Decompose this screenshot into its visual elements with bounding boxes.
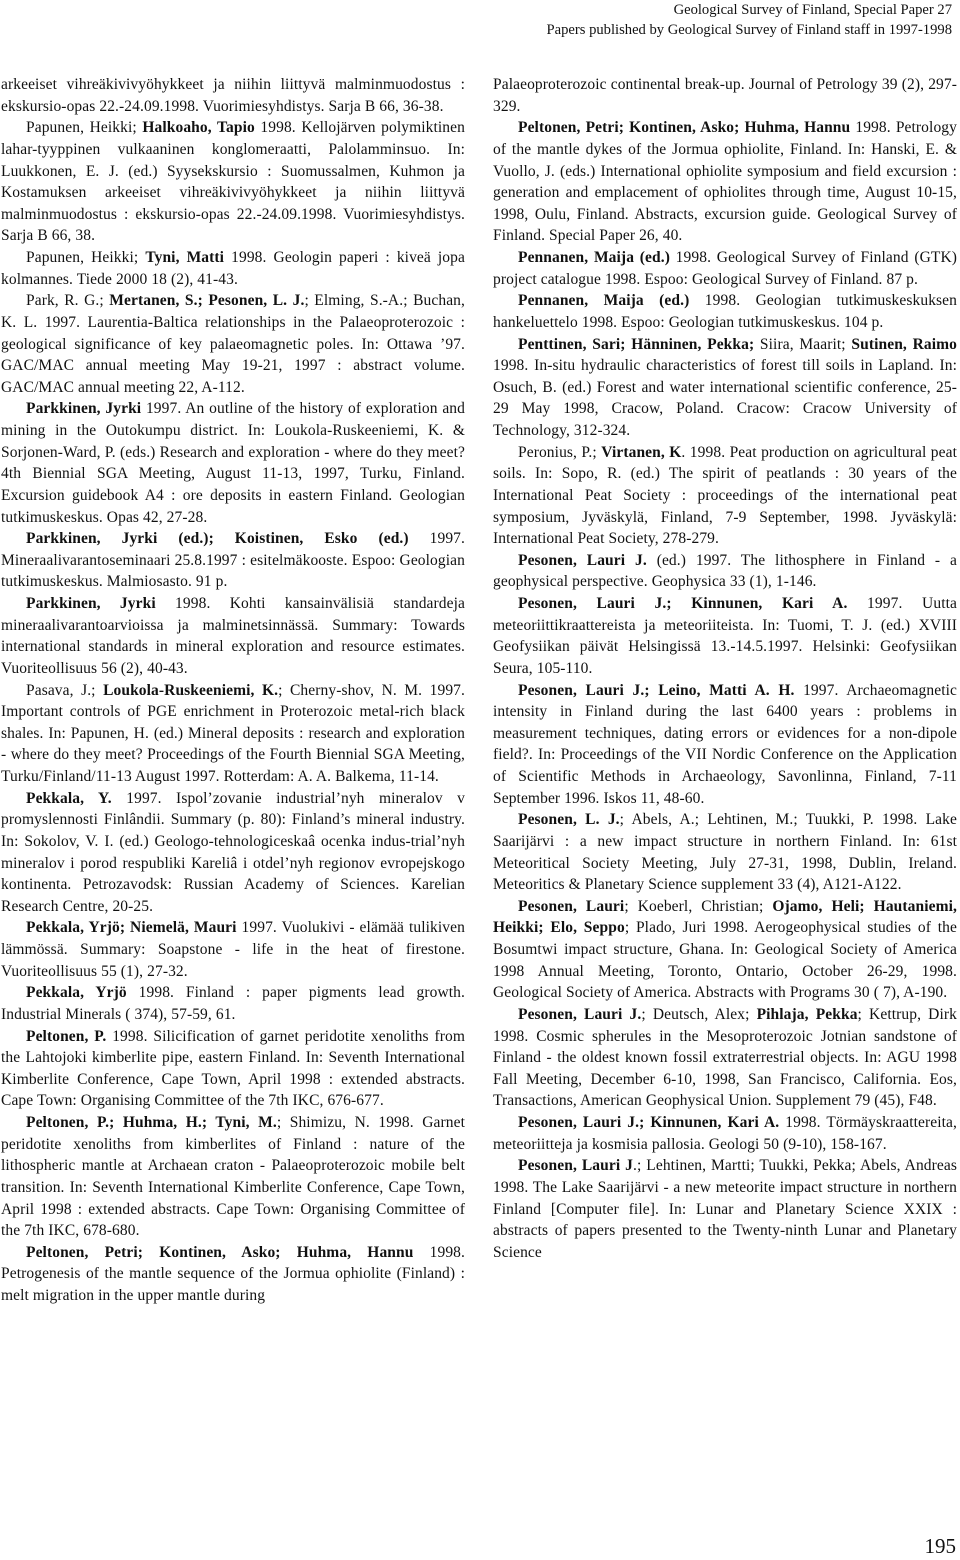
reference-entry bbox=[1, 247, 465, 290]
reference-author-bold: Pesonen, Lauri J. bbox=[518, 1005, 642, 1023]
reference-author-bold: Parkkinen, Jyrki (ed.); Koistinen, Esko (ed.) bbox=[26, 530, 409, 548]
reference-text: ; Shimizu, N. 1998. Garnet peridotite xenoliths from kimberlites of Finland : nature of the lithospheric mantle at Archaean craton - Palaeoproterozoic mobile belt transition. In: Seventh International Kimberlite Conference, Cape Town, April 1998 : extended abstracts. Cape Town: Organising Committee of the 7th IKC, 678-680. bbox=[1, 1114, 465, 1240]
left-column bbox=[1, 74, 465, 1307]
reference-author-bold: Pihlaja, Pekka bbox=[756, 1005, 858, 1023]
reference-author-bold: Peltonen, Petri; Kontinen, Asko; Huhma, Hannu bbox=[26, 1243, 414, 1261]
reference-entry bbox=[1, 593, 465, 680]
reference-entry bbox=[1, 290, 465, 398]
reference-text: ; Cherny-shov, N. M. 1997. Important controls of PGE enrichment in Proterozoic metal-rich black shales. In: Papunen, H. (ed.) Mineral deposits : research and exploration - where do they meet? Proceedings of the Fourth Biennial SGA Meeting, Turku/Finland/11-13 August 1997. Rotterdam: A. A. Balkema, 11-14. bbox=[1, 681, 465, 785]
reference-text: Peronius, P.; bbox=[518, 443, 602, 461]
reference-text: 1997. Vuolukivi - elämää tulikiven lämmössä. Summary: Soapstone - life in the heat of firestone. Vuoriteollisuus 55 (1), 27-32. bbox=[1, 919, 465, 980]
page-number: 195 bbox=[924, 1534, 956, 1558]
reference-entry bbox=[493, 117, 957, 247]
reference-entry bbox=[493, 290, 957, 333]
reference-entry bbox=[493, 680, 957, 810]
reference-entry bbox=[1, 398, 465, 528]
reference-author-bold: Pesonen, Lauri J.; Kinnunen, Kari A. bbox=[518, 1114, 780, 1131]
reference-text: arkeeiset vihreäkivivyöhykkeet ja niihin liittyvä malminmuodostus : ekskursio-opas 22.-24.09.1998. Vuorimiesyhdistys. Sarja B 66, 36-38. bbox=[1, 76, 465, 115]
reference-entry bbox=[1, 982, 465, 1025]
reference-author-bold: Pesonen, Lauri J bbox=[518, 1157, 633, 1175]
reference-author-bold: Pesonen, L. J. bbox=[518, 811, 620, 829]
reference-author-bold: Peltonen, Petri; Kontinen, Asko; Huhma, Hannu bbox=[518, 119, 851, 137]
reference-author-bold: Pennanen, Maija (ed.) bbox=[518, 292, 690, 310]
reference-author-bold: Mertanen, S.; Pesonen, L. J. bbox=[109, 292, 305, 310]
reference-text: 1997. An outline of the history of exploration and mining in the Outokumpu district. In: Loukola-Ruskeeniemi, K. & Sorjonen-Ward, P. (eds.) Research and exploration - where do they meet? 4th Biennial SGA Meeting, August 11-13, 1997, Turku, Finland. Excursion guidebook A4 : ore deposits in eastern Finland. Geologian tutkimuskeskus. Opas 42, 27-28. bbox=[1, 400, 465, 526]
reference-text: 1998. Geologin paperi : kiveä jopa kolmannes. Tiede 2000 18 (2), 41-43. bbox=[1, 249, 465, 288]
reference-text: ; Plado, Juri 1998. Aerogeophysical studies of the Bosumtwi impact structure, Ghana. In: Geological Society of America 1998 Annual Meeting, Toronto, Ontario, October 26-29, 1998. Geological Society of America. Abstracts with Programs 30 ( 7), A-190. bbox=[493, 919, 958, 1002]
reference-entry bbox=[1, 788, 465, 918]
reference-text: 1997. Mineraalivarantoseminaari 25.8.1997 : esitelmäkooste. Espoo: Geologian tutkimuskeskus. Malmiosasto. 91 p. bbox=[1, 530, 465, 591]
reference-text: 1998. Finland : paper pigments lead growth. Industrial Minerals ( 374), 57-59, 61. bbox=[1, 984, 465, 1023]
reference-entry bbox=[1, 1242, 465, 1307]
reference-entry bbox=[493, 247, 957, 290]
reference-author-bold: Parkkinen, Jyrki bbox=[26, 400, 142, 418]
reference-text: 1998. Petrogenesis of the mantle sequence of the Jormua ophiolite (Finland) : melt migration in the upper mantle during bbox=[1, 1243, 465, 1304]
reference-text: ; Elming, S.-A.; Buchan, K. L. 1997. Laurentia-Baltica relationships in the Palaeoproterozoic : geological significance of key palaeomagnetic poles. In: Ottawa ’97. GAC/MAC annual meeting May 19-21, 1997 : abstract volume. GAC/MAC annual meeting 22, A-112. bbox=[1, 292, 465, 396]
reference-entry bbox=[493, 74, 957, 117]
right-column bbox=[493, 74, 957, 1263]
reference-entry bbox=[1, 680, 465, 788]
reference-text: 1997. Uutta meteoriittikraattereista ja meteoriiteista. In: Tuomi, T. J. (ed.) XVIII Geofysiikan päivät Helsingissä 13.-14.5.1997. Helsinki: Geofysiikan Seura, 105-110. bbox=[493, 595, 957, 677]
reference-text: ; Koeberl, Christian; bbox=[624, 897, 773, 915]
reference-author-bold: Pesonen, Lauri J.; Leino, Matti A. H. bbox=[518, 681, 795, 699]
reference-text: ; Deutsch, Alex; bbox=[641, 1005, 757, 1023]
reference-author-bold: Peltonen, P.; Huhma, H.; Tyni, M. bbox=[26, 1114, 277, 1131]
reference-text: 1997. Archaeomagnetic intensity in Finland during the last 6400 years : problems in measurement techniques, dating errors or evidences for a non-dipole field?. In: Proceedings of the VII Nordic Conference on the Application of Scientific Methods in Archaeology, Savonlinna, Finland, 7-11 September 1996. Iskos 11, 48-60. bbox=[493, 681, 957, 807]
reference-entry bbox=[1, 74, 465, 117]
reference-entry bbox=[493, 896, 957, 1004]
reference-entry bbox=[493, 1155, 957, 1263]
reference-text: 1998. Kohti kansainvälisiä standardeja mineraalivarantoarvioissa ja malminetsinnässä. Summary: Towards international standards in mineral exploration and resource estimates. Vuoriteollisuus 56 (2), 40-43. bbox=[1, 595, 466, 677]
reference-text: 1998. Kellojärven polymiktinen lahar-tyyppinen vulkaaninen konglomeraatti, Palolamminsuo. In: Luukkonen, E. J. (ed.) Syysekskursio : Suomussalmen, Kuhmon ja Kostamuksen arkeeiset vihreäkivivyöhykkeet ja niihin liittyvä malminmuodostus : ekskursio-opas 22.-24.09.1998. Vuorimiesyhdistys. Sarja B 66, 38. bbox=[1, 119, 465, 245]
reference-text: Papunen, Heikki; bbox=[26, 119, 143, 137]
reference-author-bold: Pekkala, Yrjö bbox=[26, 984, 127, 1002]
reference-author-bold: Virtanen, K bbox=[601, 443, 682, 461]
reference-text: 1998. Geologian tutkimuskeskuksen hankeluettelo 1998. Espoo: Geologian tutkimuskeskus. 104 p. bbox=[493, 292, 958, 331]
reference-author-bold: Penttinen, Sari; Hänninen, Pekka; bbox=[518, 335, 755, 353]
reference-author-bold: Tyni, Matti bbox=[145, 249, 225, 266]
reference-author-bold: Ojamo, Heli; Hautaniemi, Heikki; Elo, Seppo bbox=[493, 897, 957, 937]
reference-text: Papunen, Heikki; bbox=[26, 249, 146, 266]
reference-entry bbox=[1, 917, 465, 982]
header-series-title: Geological Survey of Finland, Special Paper 27 bbox=[673, 2, 952, 18]
reference-text: 1998. Törmäyskraattereita, meteoriitteja ja kosmisia pallosia. Geologi 50 (9-10), 158-167. bbox=[493, 1114, 957, 1153]
reference-entry bbox=[1, 117, 465, 247]
reference-text: Park, R. G.; bbox=[26, 292, 110, 310]
reference-text: Palaeoproterozoic continental break-up. Journal of Petrology 39 (2), 297-329. bbox=[493, 76, 957, 115]
reference-text: . 1998. Peat production on agricultural peat soils. In: Sopo, R. (ed.) The spirit of peatlands : 30 years of the International Peat Society : proceedings of the international peat symposium, Jyväskylä, Finland, 7-9 September, 1998. Jyväskylä: International Peat Society, 278-279. bbox=[493, 443, 958, 548]
reference-text: 1998. Petrology of the mantle dykes of the Jormua ophiolite, Finland. In: Hanski, E. & Vuollo, J. (eds.) International ophiolite symposium and field excursion : generation and emplacement of ophiolites through time, August 10-15, 1998, Oulu, Finland. Abstracts, excursion guide. Geological Survey of Finland. Special Paper 26, 40. bbox=[493, 119, 957, 245]
reference-entry bbox=[1, 1026, 465, 1113]
reference-entry bbox=[493, 334, 957, 442]
reference-author-bold: Peltonen, P. bbox=[26, 1027, 107, 1045]
reference-text: ; Abels, A.; Lehtinen, M.; Tuukki, P. 1998. Lake Saarijärvi : a new impact structure in northern Finland. In: 61st Meteoritical Society Meeting, July 27-31, 1998, Dublin, Ireland. Meteoritics & Planetary Science supplement 33 (4), A121-A122. bbox=[493, 811, 957, 894]
header-section-title: Papers published by Geological Survey of Finland staff in 1997-1998 bbox=[546, 22, 952, 38]
reference-text: 1997. Ispol’zovanie industrial’nyh mineralov v promyslennosti Finlândii. Summary (p. 80): Finland’s mineral industry. In: Sokolov, V. I. (ed.) Geologo-tehnologiceskaâ ocenka indus-trial’nyh mineralov i porod respubliki Kareliâ i otdel’nyh regionov evropejskogo kontinenta. Petrozavodsk: Russian Academy of Sciences. Karelian Research Centre, 20-25. bbox=[1, 789, 465, 915]
reference-author-bold: Pesonen, Lauri J. bbox=[518, 551, 647, 569]
reference-text: 1998. In-situ hydraulic characteristics of forest till soils in Lapland. In: Osuch, B. (ed.) Forest and water international scientific conference, 25-29 May 1998, Cracow, Poland. Cracow: Cracow University of Technology, 312-324. bbox=[493, 357, 957, 439]
reference-author-bold: Pekkala, Yrjö; Niemelä, Mauri bbox=[26, 919, 237, 937]
reference-author-bold: Parkkinen, Jyrki bbox=[26, 595, 156, 612]
reference-author-bold: Pennanen, Maija (ed.) bbox=[518, 249, 670, 266]
reference-entry bbox=[493, 1112, 957, 1155]
reference-text: (ed.) 1997. The lithosphere in Finland - a geophysical perspective. Geophysica 33 (1), 1-146. bbox=[493, 551, 957, 591]
reference-author-bold: Halkoaho, Tapio bbox=[142, 119, 255, 137]
reference-text: Siira, Maarit; bbox=[754, 335, 852, 353]
reference-author-bold: Pekkala, Y. bbox=[26, 789, 112, 807]
reference-text: 1998. Geological Survey of Finland (GTK) project catalogue 1998. Espoo: Geological Survey of Finland. 87 p. bbox=[493, 249, 958, 288]
reference-entry bbox=[493, 442, 957, 550]
reference-entry bbox=[493, 593, 957, 680]
reference-author-bold: Pesonen, Lauri bbox=[518, 897, 625, 915]
reference-author-bold: Sutinen, Raimo bbox=[851, 335, 957, 353]
reference-author-bold: Loukola-Ruskeeniemi, K. bbox=[103, 681, 279, 699]
reference-entry bbox=[1, 528, 465, 593]
reference-text: .; Lehtinen, Martti; Tuukki, Pekka; Abels, Andreas 1998. The Lake Saarijärvi - a new meteorite impact structure in northern Finland [Computer file]. In: Lunar and Planetary Science XXIX : abstracts of papers presented to the Twenty-ninth Lunar and Planetary Science bbox=[493, 1157, 957, 1261]
reference-author-bold: Pesonen, Lauri J.; Kinnunen, Kari A. bbox=[518, 595, 848, 612]
reference-entry bbox=[493, 1004, 957, 1112]
reference-text: ; Kettrup, Dirk 1998. Cosmic spherules in the Mesoproterozoic Jotnian sandstone of Finland - the oldest known fossil extraterrestrial objects. In: AGU 1998 Fall Meeting, December 6-10, 1998, San Francisco, California. Eos, Transactions, American Geophysical Union. Supplement 79 (45), F48. bbox=[493, 1005, 957, 1110]
reference-text: Pasava, J.; bbox=[26, 681, 104, 699]
reference-entry bbox=[1, 1112, 465, 1242]
running-header bbox=[547, 0, 952, 40]
reference-entry bbox=[493, 550, 957, 593]
reference-text: 1998. Silicification of garnet peridotite xenoliths from the Lahtojoki kimberlite pipe, eastern Finland. In: Seventh International Kimberlite Conference, Cape Town, April 1998 : extended abstracts. Cape Town: Organising Committee of the 7th IKC, 676-677. bbox=[1, 1027, 465, 1110]
reference-entry bbox=[493, 809, 957, 896]
